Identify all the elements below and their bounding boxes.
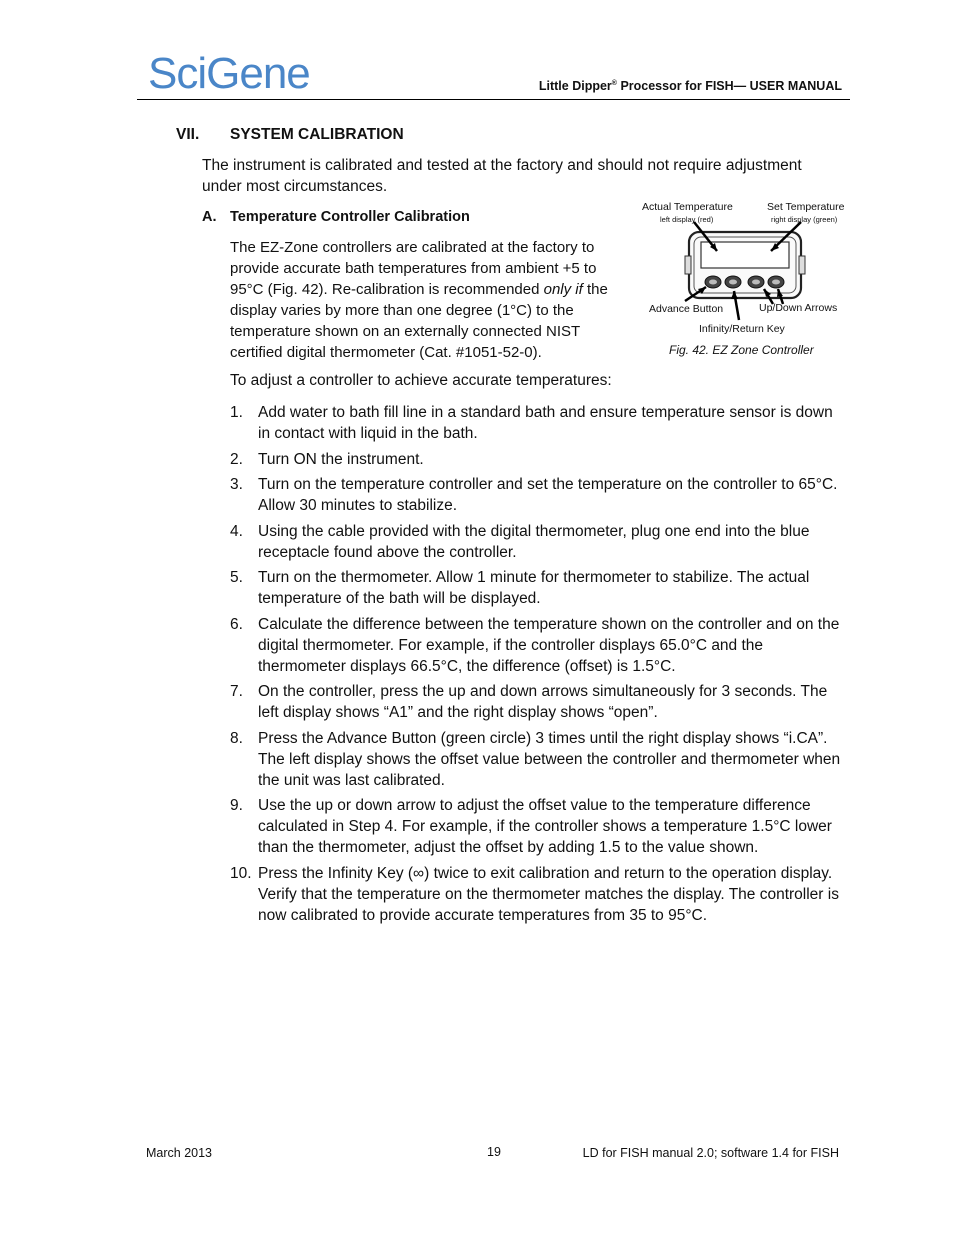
- step-number: 6.: [230, 615, 243, 633]
- step-number: 9.: [230, 797, 243, 814]
- step-number: 8.: [230, 729, 243, 747]
- step-number: 2.: [230, 450, 243, 468]
- subsection-letter: A.: [202, 209, 217, 225]
- section-title: SYSTEM CALIBRATION: [230, 126, 404, 143]
- list-item: [230, 728, 845, 791]
- intro-paragraph: The instrument is calibrated and tested at the factory and should not require adjustment under most circumstances.: [202, 157, 802, 195]
- scigene-logo: SciGene: [148, 49, 310, 98]
- step-number: 4.: [230, 522, 243, 540]
- up-down-arrows-label: Up/Down Arrows: [759, 302, 838, 314]
- step-text: Use the up or down arrow to adjust the offset value to the temperature difference calculated in Step 4. For example, if the controller shows a temperature 1.5°C lower than the thermometer, adjust the offset by adding 1.5 to the value shown.: [258, 797, 832, 856]
- list-item: [230, 681, 845, 723]
- list-item: [230, 402, 845, 444]
- list-item: [230, 614, 845, 677]
- emphasis-text: only if: [543, 281, 583, 298]
- infinity-return-key-label: Infinity/Return Key: [699, 323, 785, 335]
- list-item: [230, 474, 845, 516]
- step-text: Press the Advance Button (green circle) 3 times until the right display shows “i.CA”. The left display shows the offset value between the controller and thermometer when the unit was last calibrated.: [258, 729, 841, 789]
- title-product: Little Dipper: [538, 79, 612, 93]
- infinity-key-highlight: [729, 280, 737, 285]
- actual-temperature-label: Actual Temperature: [642, 201, 733, 213]
- paragraph-text-end: the display varies by more than one degree (1°C) to the temperature shown on an externally connected NIST certified digital thermometer (Cat. #1051-52-0).: [230, 281, 608, 361]
- section-number: VII.: [176, 126, 200, 143]
- footer-date: March 2013: [146, 1146, 213, 1160]
- list-item: [230, 567, 845, 609]
- advance-button-label: Advance Button: [649, 303, 724, 315]
- controller-side-tab-right: [799, 256, 805, 274]
- subsection-paragraph: [230, 237, 620, 363]
- list-item: [230, 795, 845, 858]
- left-display-label: left display (red): [660, 215, 714, 224]
- step-text: Calculate the difference between the temperature shown on the controller and on the digital thermometer. For example, if the controller displays 65.0°C and the thermometer displays 66.5°C, the difference (offset) is 1.5°C.: [258, 615, 840, 675]
- step-text: Add water to bath fill line in a standard bath and ensure temperature sensor is down in contact with liquid in the bath.: [258, 404, 833, 442]
- footer-version: LD for FISH manual 2.0; software 1.4 for FISH: [582, 1146, 839, 1160]
- set-temperature-label: Set Temperature: [767, 201, 845, 213]
- step-number: 5.: [230, 569, 243, 586]
- advance-button-highlight: [709, 280, 717, 285]
- step-text: Press the Infinity Key (∞) twice to exit calibration and return to the operation display. Verify that the temperature on the thermometer matches the display. The controller is now calibrated to provide accurate temperatures from 35 to 95°C.: [258, 864, 839, 924]
- list-item: [230, 449, 845, 470]
- title-rest: Processor for FISH— USER MANUAL: [616, 79, 842, 93]
- paragraph-text: The EZ-Zone controllers are calibrated at the factory to provide accurate bath temperatures from ambient +5 to 95°C (Fig. 42). Re-calibration is recommended: [230, 239, 597, 298]
- step-number: 1.: [230, 404, 243, 421]
- step-text: Turn ON the instrument.: [258, 450, 424, 468]
- calibration-steps: [230, 402, 845, 930]
- down-arrow-highlight: [772, 280, 780, 285]
- list-item: [230, 521, 845, 563]
- step-text: Using the cable provided with the digital thermometer, plug one end into the blue receptacle found above the controller.: [258, 522, 810, 561]
- figure-caption: Fig. 42. EZ Zone Controller: [669, 343, 814, 357]
- controller-side-tab-left: [685, 256, 691, 274]
- right-display-label: right display (green): [771, 215, 838, 224]
- step-number: 7.: [230, 683, 243, 700]
- registered-mark: ®: [611, 79, 617, 87]
- step-number: 3.: [230, 476, 243, 493]
- list-item: [230, 863, 845, 926]
- step-text: On the controller, press the up and down arrows simultaneously for 3 seconds. The left display shows “A1” and the right display shows “open”.: [258, 683, 828, 721]
- step-text: Turn on the thermometer. Allow 1 minute for thermometer to stabilize. The actual temperature of the bath will be displayed.: [258, 569, 810, 607]
- header-rule: [137, 99, 850, 100]
- step-text: Turn on the temperature controller and set the temperature on the controller to 65°C. Allow 30 minutes to stabilize.: [258, 476, 838, 514]
- ez-zone-controller-figure: [636, 196, 856, 366]
- subsection-title: Temperature Controller Calibration: [230, 209, 470, 225]
- procedure-lead: To adjust a controller to achieve accurate temperatures:: [230, 372, 612, 389]
- step-number: 10.: [230, 864, 252, 882]
- page-number: 19: [487, 1145, 501, 1159]
- document-title: [539, 79, 842, 93]
- up-arrow-highlight: [752, 280, 760, 285]
